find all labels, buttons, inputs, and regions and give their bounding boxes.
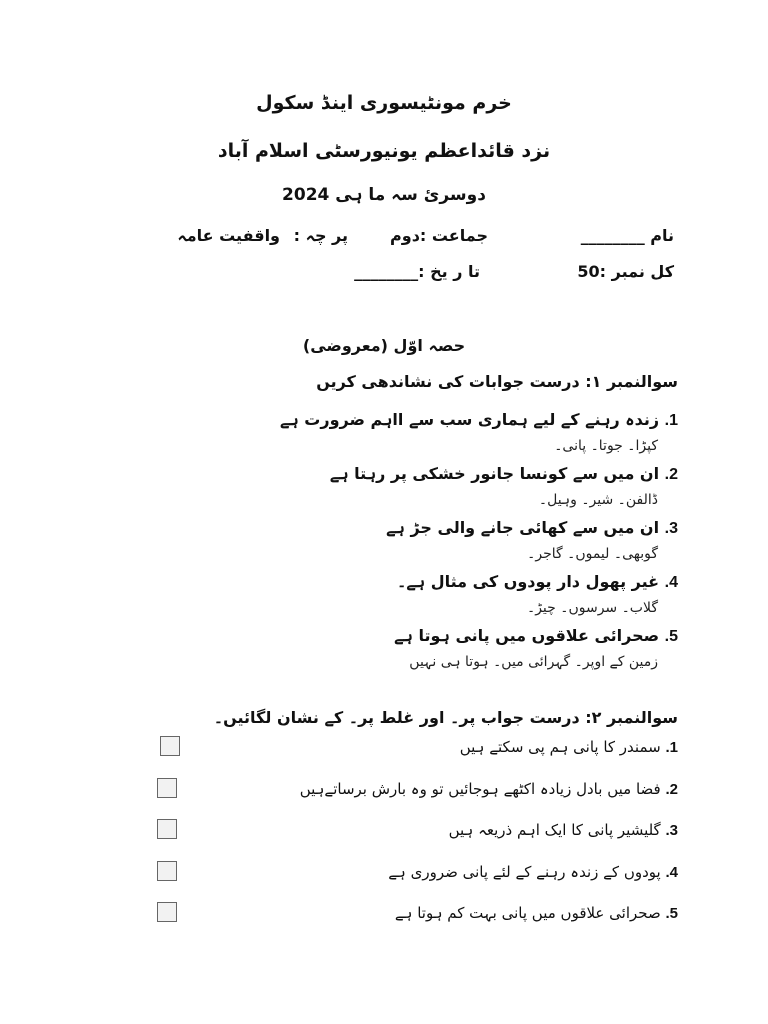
statement-text: فضا میں بادل زیادہ اکٹھے ہوجائیں تو وہ بارش برساتےہیں bbox=[299, 780, 661, 798]
question-text: صحرائی علاقوں میں پانی ہوتا ہے bbox=[394, 626, 660, 645]
statement-text: صحرائی علاقوں میں پانی بہت کم ہوتا ہے bbox=[394, 904, 661, 922]
mcq-item bbox=[330, 464, 678, 484]
paper-label: پر چہ : bbox=[293, 226, 348, 245]
answer-checkbox[interactable] bbox=[157, 819, 177, 839]
item-number: 1. bbox=[665, 739, 678, 756]
mcq-options: ڈالفن۔ شیر۔ وہیل۔ bbox=[538, 492, 658, 508]
mcq-item bbox=[397, 572, 678, 592]
true-false-item bbox=[460, 738, 678, 756]
question-text: غیر پھول دار پودوں کی مثال ہے۔ bbox=[397, 572, 660, 591]
mcq-item bbox=[280, 410, 678, 430]
mcq-options: کپڑا۔ جوتا۔ پانی۔ bbox=[554, 438, 658, 454]
item-number: 1. bbox=[664, 412, 678, 429]
school-address: نزد قائداعظم یونیورسٹی اسلام آباد bbox=[217, 140, 551, 162]
question2-title: سوالنمبر ۲: درست جواب پر۔ اور غلط پر۔ کے نشان لگائیں۔ bbox=[213, 708, 678, 727]
true-false-item bbox=[395, 904, 678, 922]
mcq-options: زمین کے اوپر۔ گہرائی میں۔ ہوتا ہی نہیں bbox=[409, 654, 658, 670]
true-false-item bbox=[449, 821, 678, 839]
subject-value: واقفیت عامہ bbox=[177, 226, 280, 245]
question-text: زندہ رہنے کے لیے ہماری سب سے ااہم ضرورت ہے bbox=[279, 410, 660, 429]
question1-title: سوالنمبر ۱: درست جوابات کی نشاندھی کریں bbox=[316, 372, 678, 391]
item-number: 2. bbox=[665, 781, 678, 798]
exam-title: دوسرئ سہ ما ہی 2024 bbox=[282, 185, 486, 205]
item-number: 4. bbox=[664, 574, 678, 591]
part1-title: حصہ اوّل (معروضی) bbox=[302, 336, 466, 355]
item-number: 2. bbox=[664, 466, 678, 483]
answer-checkbox[interactable] bbox=[157, 902, 177, 922]
date-field: تا ر یخ :________ bbox=[354, 262, 480, 281]
mcq-options: گلاب۔ سرسوں۔ چیڑ۔ bbox=[526, 600, 658, 616]
statement-text: گلیشیر پانی کا ایک اہم ذریعہ ہیں bbox=[448, 821, 661, 839]
item-number: 3. bbox=[665, 822, 678, 839]
item-number: 5. bbox=[665, 905, 678, 922]
total-marks: کل نمبر :50 bbox=[577, 262, 674, 281]
statement-text: سمندر کا پانی ہم پی سکتے ہیں bbox=[459, 738, 661, 756]
item-number: 4. bbox=[665, 864, 678, 881]
mcq-item bbox=[386, 518, 678, 538]
mcq-item bbox=[394, 626, 678, 646]
statement-text: پودوں کے زندہ رہنے کے لئے پانی ضروری ہے bbox=[388, 863, 661, 881]
item-number: 5. bbox=[664, 628, 678, 645]
student-name-field: نام ________ bbox=[580, 226, 674, 245]
true-false-item bbox=[388, 863, 678, 881]
answer-checkbox[interactable] bbox=[160, 736, 180, 756]
school-name: خرم مونٹیسوری اینڈ سکول bbox=[256, 92, 512, 114]
class-label: جماعت :دوم bbox=[390, 226, 488, 245]
question-text: ان میں سے کھائی جانے والی جڑ ہے bbox=[386, 518, 660, 537]
answer-checkbox[interactable] bbox=[157, 861, 177, 881]
item-number: 3. bbox=[664, 520, 678, 537]
question-text: ان میں سے کونسا جانور خشکی پر رہتا ہے bbox=[329, 464, 660, 483]
true-false-item bbox=[300, 780, 678, 798]
answer-checkbox[interactable] bbox=[157, 778, 177, 798]
mcq-options: گوبھی۔ لیموں۔ گاجر۔ bbox=[527, 546, 658, 562]
